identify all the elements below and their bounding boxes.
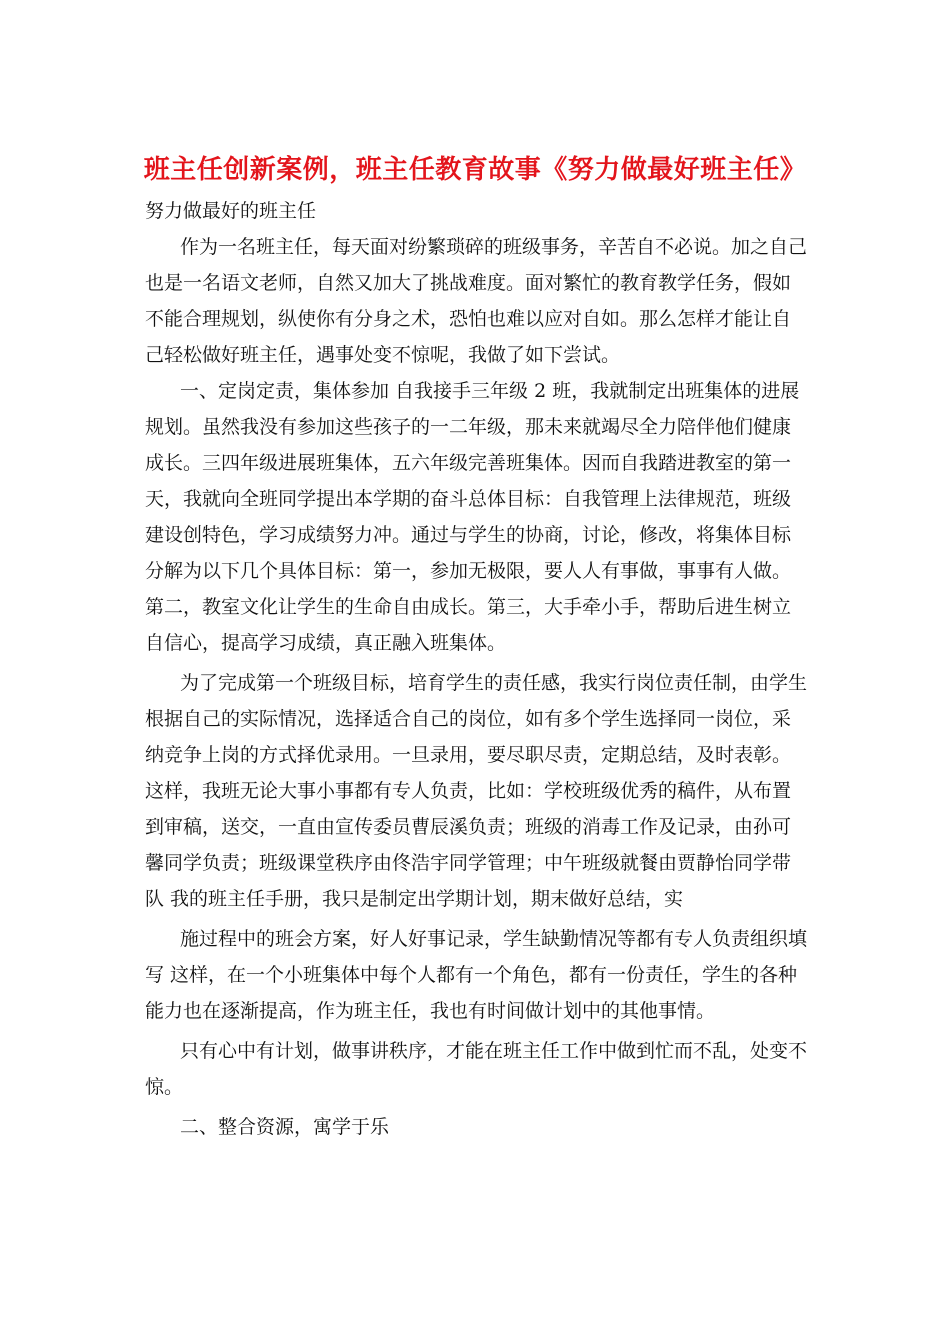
body-line: 天，我就向全班同学提出本学期的奋斗总体目标：自我管理上法律规范，班级 — [145, 488, 792, 510]
body-line: 纳竞争上岗的方式择优录用。一旦录用，要尽职尽责，定期总结，及时表彰。 — [145, 744, 792, 766]
body-line: 施过程中的班会方案，好人好事记录，学生缺勤情况等都有专人负责组织填 — [180, 928, 808, 950]
body-line: 也是一名语文老师，自然又加大了挑战难度。面对繁忙的教育教学任务，假如 — [145, 272, 792, 294]
body-line: 第二，教室文化让学生的生命自由成长。第三，大手牵小手，帮助后进生树立 — [145, 596, 792, 618]
body-line: 这样，我班无论大事小事都有专人负责，比如：学校班级优秀的稿件，从布置 — [145, 780, 792, 802]
body-line: 成长。三四年级进展班集体，五六年级完善班集体。因而自我踏进教室的第一 — [145, 452, 792, 474]
document-subtitle: 努力做最好的班主任 — [145, 200, 317, 222]
body-line: 分解为以下几个具体目标：第一，参加无极限，要人人有事做，事事有人做。 — [145, 560, 792, 582]
body-line: 写 这样，在一个小班集体中每个人都有一个角色，都有一份责任，学生的各种 — [145, 964, 798, 986]
body-line: 一、定岗定责，集体参加 自我接手三年级 2 班，我就制定出班集体的进展 — [180, 380, 800, 402]
body-line: 作为一名班主任，每天面对纷繁琐碎的班级事务，辛苦自不必说。加之自己 — [180, 236, 808, 258]
body-line: 根据自己的实际情况，选择适合自己的岗位，如有多个学生选择同一岗位，采 — [145, 708, 792, 730]
body-line: 不能合理规划，纵使你有分身之术，恐怕也难以应对自如。那么怎样才能让自 — [145, 308, 792, 330]
body-line: 到审稿，送交，一直由宣传委员曹辰溪负责；班级的消毒工作及记录，由孙可 — [145, 816, 792, 838]
body-line: 队 我的班主任手册，我只是制定出学期计划，期末做好总结，实 — [145, 888, 684, 910]
document-title: 班主任创新案例，班主任教育故事《努力做最好班主任》 — [143, 155, 807, 185]
body-line: 己轻松做好班主任，遇事处变不惊呢，我做了如下尝试。 — [145, 344, 621, 366]
body-line: 规划。虽然我没有参加这些孩子的一二年级，那未来就竭尽全力陪伴他们健康 — [145, 416, 792, 438]
section-heading: 二、整合资源，寓学于乐 — [180, 1116, 390, 1138]
body-line: 为了完成第一个班级目标，培育学生的责任感，我实行岗位责任制，由学生 — [180, 672, 808, 694]
body-line: 只有心中有计划，做事讲秩序，才能在班主任工作中做到忙而不乱，处变不 — [180, 1040, 808, 1062]
body-line: 惊。 — [145, 1076, 184, 1098]
body-line: 自信心，提高学习成绩，真正融入班集体。 — [145, 632, 507, 654]
body-line: 馨同学负责；班级课堂秩序由佟浩宇同学管理；中午班级就餐由贾静怡同学带 — [145, 852, 792, 874]
body-line: 能力也在逐渐提高，作为班主任，我也有时间做计划中的其他事情。 — [145, 1000, 716, 1022]
body-line: 建设创特色，学习成绩努力冲。通过与学生的协商，讨论，修改，将集体目标 — [145, 524, 792, 546]
